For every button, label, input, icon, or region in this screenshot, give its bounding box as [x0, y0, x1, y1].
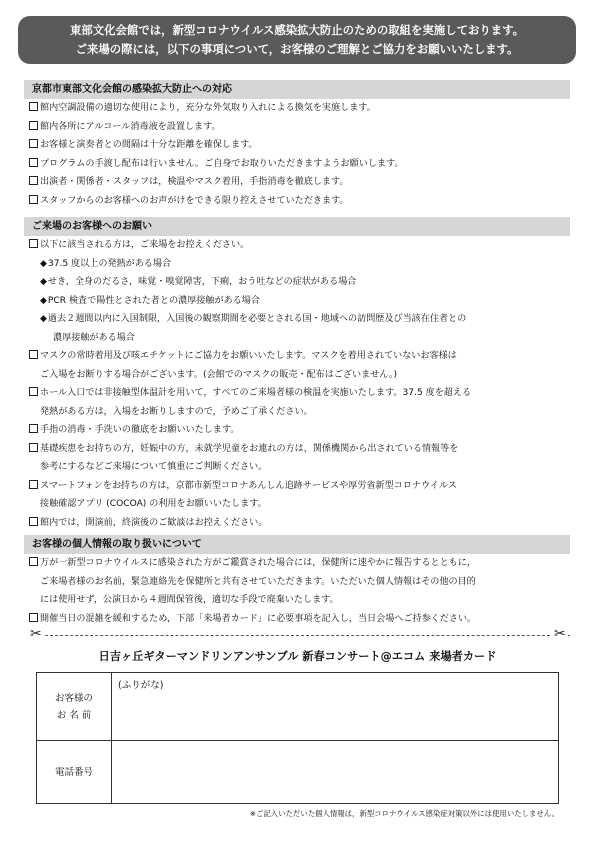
phone-label: 電話番号	[37, 741, 112, 804]
list-item-continuation: には使用せず，公演日から４週間保管後，適切な手段で廃棄いたします。	[40, 595, 339, 605]
visitor-card-title: 日吉ヶ丘ギターマンドリンアンサンブル 新春コンサート@エコム 来場者カード	[98, 650, 497, 663]
list-item-continuation: 接触確認アプリ (COCOA) の利用をお願いいたします。	[40, 499, 267, 509]
checkbox-icon	[29, 239, 38, 248]
list-item: 館内空調設備の適切な使用により，充分な外気取り入れによる換気を実施します。	[29, 99, 574, 118]
list-item: スマートフォンをお持ちの方は，京都市新型コロナあんしん追跡サービスや厚労省新型コロナウイルス	[29, 477, 574, 496]
checkbox-icon	[29, 158, 38, 167]
privacy-footnote: ※ご記入いただいた個人情報は，新型コロナウイルス感染症対策以外には使用いたしません。	[249, 809, 559, 818]
facility-measures-list	[29, 99, 574, 210]
list-item: プログラムの手渡し配布は行いません。ご自身でお取りいただきますようお願いします。	[29, 155, 574, 174]
list-subitem: ◆過去２週間以内に入国制限，入国後の観察期間を必要とされる国・地域への訪問歴及び当該在住者との	[40, 314, 467, 324]
list-subitem-continuation: 濃厚接触がある場合	[53, 332, 135, 343]
list-item: お客様と演奏者との間隔は十分な距離を確保します。	[29, 136, 574, 155]
name-field[interactable]	[112, 673, 559, 741]
list-item: ホール入口では非接触型体温計を用いて，すべてのご来場者様の検温を実施いたします。37.5 度を超える	[29, 384, 574, 403]
list-subitem: ◆PCR 検査で陽性とされた者との濃厚接触がある場合	[40, 295, 260, 306]
personal-info-list	[29, 554, 574, 628]
list-item: マスクの常時着用及び咳エチケットにご協力をお願いいたします。マスクを着用されていないお客様は	[29, 347, 574, 366]
list-subitem: ◆せき，全身のだるさ，味覚・嗅覚障害，下痢，おう吐などの症状がある場合	[40, 277, 357, 287]
name-label: お客様の お 名 前	[37, 673, 112, 741]
diamond-bullet-icon: ◆	[40, 314, 47, 324]
list-item-continuation: ご来場者様のお名前，緊急連絡先を保健所と共有させていただきます。いただいた個人情報はその他の目的	[40, 576, 476, 587]
checkbox-icon	[29, 517, 38, 526]
scissors-icon: ✂	[30, 626, 42, 642]
list-item: スタッフからのお客様へのお声がけをできる限り控えさせていただきます。	[29, 192, 574, 211]
list-item-continuation: 参考にするなどご来場について慎重にご判断ください。	[40, 462, 268, 472]
visitor-requests-list	[29, 236, 574, 532]
phone-field[interactable]	[112, 741, 559, 804]
list-item-continuation: ご入場をお断りする場合がございます。(会館でのマスクの販売・配布はございません。)	[40, 369, 398, 380]
checkbox-icon	[29, 557, 38, 566]
checkbox-icon	[29, 424, 38, 433]
notice-banner	[18, 16, 576, 64]
checkbox-icon	[29, 176, 38, 185]
diamond-bullet-icon: ◆	[40, 295, 47, 306]
cut-line	[30, 635, 570, 636]
checkbox-icon	[29, 613, 38, 622]
scissors-icon: ✂	[554, 626, 566, 642]
checkbox-icon	[29, 350, 38, 359]
list-item: 開催当日の混雑を緩和するため，下部「来場者カード」に必要事項を記入し，当日会場へご持参ください。	[29, 610, 574, 629]
checkbox-icon	[29, 102, 38, 111]
checkbox-icon	[29, 139, 38, 148]
list-subitem: ◆37.5 度以上の発熱がある場合	[40, 258, 172, 269]
list-item: 館内各所にアルコール消毒液を設置します。	[29, 118, 574, 137]
diamond-bullet-icon: ◆	[40, 258, 47, 269]
list-item: 以下に該当される方は，ご来場をお控えください。	[29, 236, 574, 255]
list-item: 出演者・関係者・スタッフは，検温やマスク着用，手指消毒を徹底します。	[29, 173, 574, 192]
diamond-bullet-icon: ◆	[40, 277, 47, 287]
checkbox-icon	[29, 387, 38, 396]
checkbox-icon	[29, 195, 38, 204]
list-item: 館内では，開演前，終演後のご歓談はお控えください。	[29, 514, 574, 533]
furigana-label: (ふりがな)	[118, 680, 164, 691]
banner-line-2: ご来場の際には，以下の事項について，お客様のご理解とご協力をお願いいたします。	[75, 42, 519, 56]
list-item: 万が一新型コロナウイルスに感染された方がご鑑賞された場合には，保健所に速やかに報告するとともに，	[29, 554, 574, 573]
checkbox-icon	[29, 480, 38, 489]
banner-line-1: 東部文化会館では，新型コロナウイルス感染拡大防止のための取組を実施しております。	[69, 23, 525, 37]
visitor-card-form	[36, 672, 559, 804]
list-item-continuation: 発熱がある方は，入場をお断りしますので，予めご了承ください。	[40, 406, 313, 417]
list-item: 基礎疾患をお持ちの方，妊娠中の方，未就学児童をお連れの方は，関係機関から出されている情報等を	[29, 440, 574, 459]
checkbox-icon	[29, 121, 38, 130]
section-heading-personal-info: お客様の個人情報の取り扱いについて	[24, 535, 570, 554]
section-heading-visitor-requests: ご来場のお客様へのお願い	[24, 217, 570, 236]
section-heading-facility-measures: 京都市東部文化会館の感染拡大防止への対応	[24, 80, 570, 99]
checkbox-icon	[29, 443, 38, 452]
list-item: 手指の消毒・手洗いの徹底をお願いいたします。	[29, 421, 574, 440]
